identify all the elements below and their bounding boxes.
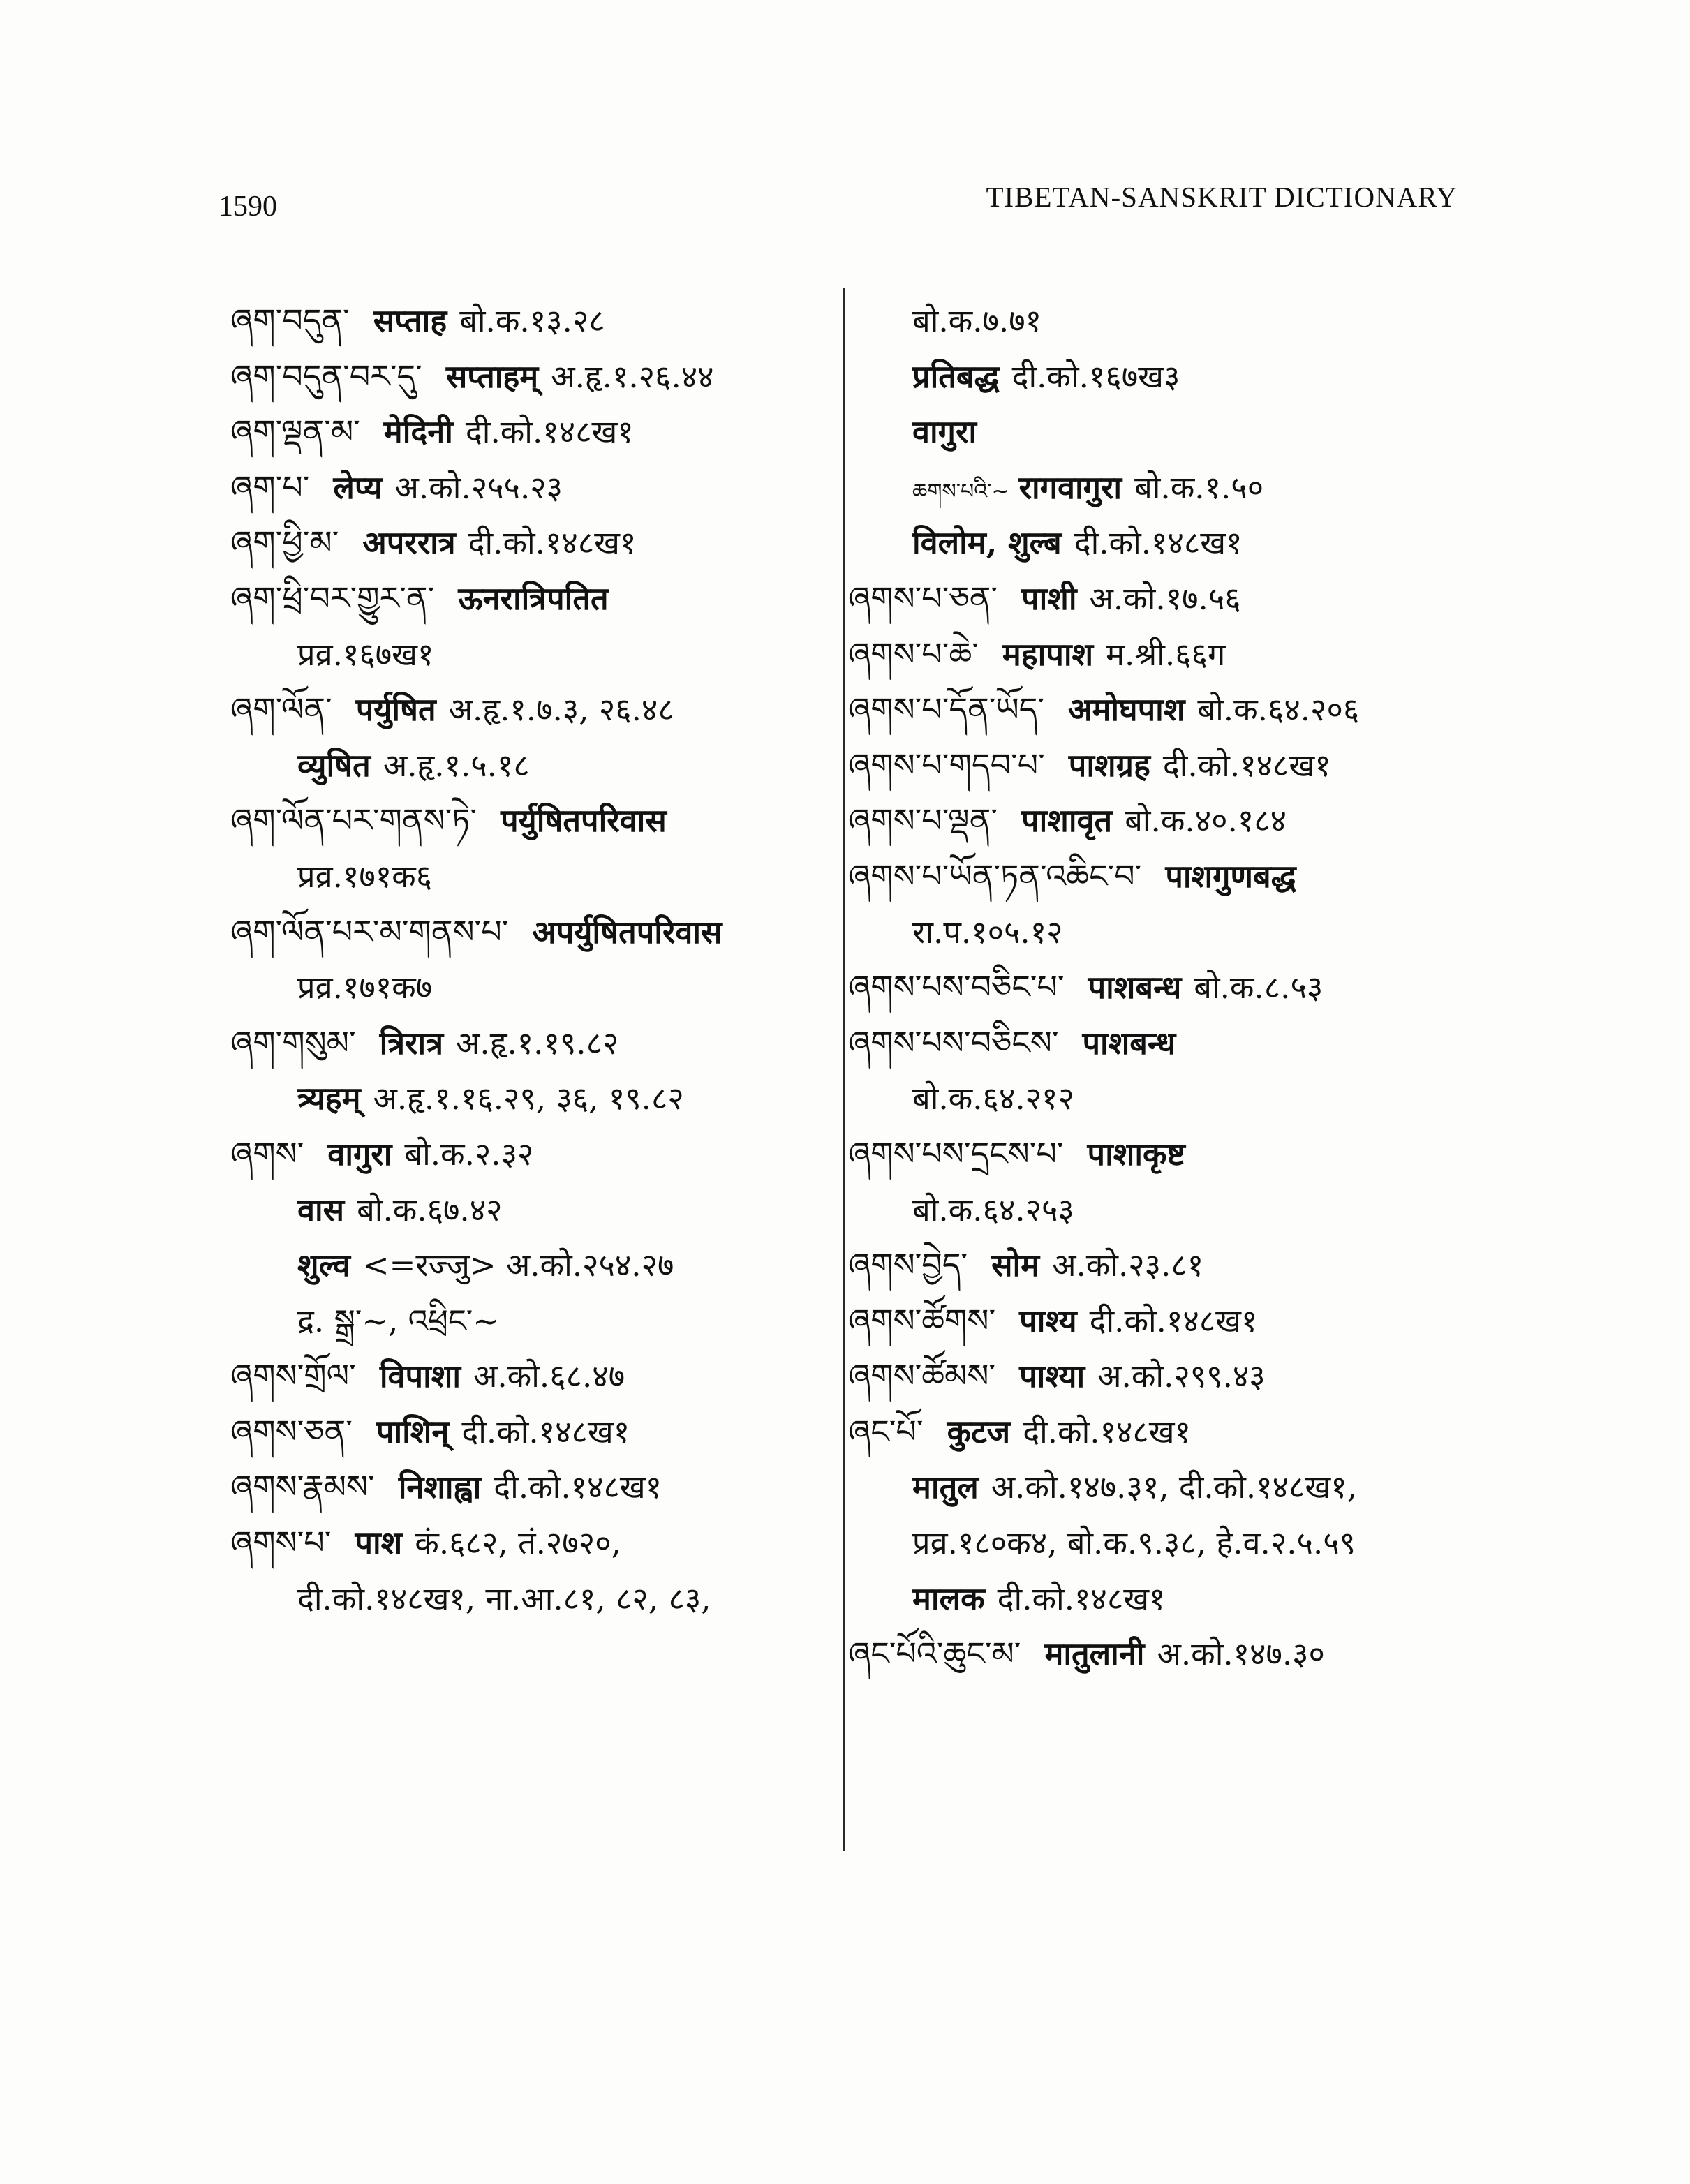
dictionary-entry xyxy=(848,1626,1504,1682)
source-reference: बो.क.२.३२ xyxy=(404,1135,534,1173)
tibetan-term: ཞགས་ཅན་ xyxy=(230,1412,353,1450)
source-reference: प्रव्र.१८०क४, बो.क.९.३८, हे.व.२.५.५९ xyxy=(912,1524,1356,1562)
source-reference: दी.को.१४८ख१ xyxy=(1089,1302,1258,1339)
tibetan-term: ཞགས་པ་དོན་ཡོད་ xyxy=(848,690,1045,729)
sanskrit-equivalent: अमोघपाश xyxy=(1068,691,1185,729)
dictionary-entry xyxy=(230,515,831,571)
sanskrit-equivalent: पाशग्रह xyxy=(1068,746,1150,784)
tibetan-term: ཞགས་ཚོམས་ xyxy=(848,1357,996,1395)
source-reference: अ.हृ.१.१९.८२ xyxy=(456,1024,619,1062)
dictionary-entry xyxy=(230,1459,831,1515)
source-reference: अ.हृ.१.७.३, २६.४८ xyxy=(448,691,674,729)
tibetan-term: ཞག་ལྡན་མ་ xyxy=(230,413,360,451)
dictionary-entry xyxy=(230,293,831,349)
tibetan-term: ཞགས་པ་ལྡན་ xyxy=(848,801,998,840)
dictionary-entry xyxy=(848,1127,1504,1182)
tibetan-term: ཞགས་པ་གདབ་པ་ xyxy=(848,745,1045,784)
tibetan-term: ཞགས་པ་ཅན་ xyxy=(848,579,998,617)
source-reference: बो.क.१३.२८ xyxy=(459,302,605,339)
source-reference: प्रव्र.१७१क६ xyxy=(297,857,433,895)
sanskrit-equivalent: मातुल xyxy=(912,1469,979,1506)
tibetan-term: ཞགས་གྲོལ་ xyxy=(230,1357,356,1395)
sanskrit-equivalent: प्रतिबद्ध xyxy=(912,357,1000,395)
tibetan-term: ཞགས་རྣམས་ xyxy=(230,1468,375,1506)
dictionary-entry xyxy=(230,1515,831,1571)
page-number: 1590 xyxy=(218,191,277,223)
source-reference: दी.को.१४८ख१, ना.आ.८१, ८२, ८३, xyxy=(297,1580,711,1617)
source-reference: दी.को.१४८ख१ xyxy=(465,413,634,451)
source-reference: प्रव्र.१७१क७ xyxy=(297,969,433,1006)
source-reference: बो.क.७.७१ xyxy=(912,302,1042,339)
source-reference: रा.प.१०५.१२ xyxy=(912,913,1063,951)
dictionary-entry xyxy=(848,849,1504,905)
source-reference: अ.को.१४७.३१, दी.को.१४८ख१, xyxy=(991,1469,1357,1506)
tibetan-term: ཞགས་ xyxy=(230,1134,304,1173)
sanskrit-equivalent: कुटज xyxy=(947,1413,1011,1450)
dictionary-entry xyxy=(848,571,1504,627)
dictionary-entry xyxy=(848,1571,1504,1627)
dictionary-entry xyxy=(230,960,831,1016)
source-reference: अ.हृ.१.१६.२९, ३६, १९.८२ xyxy=(373,1080,684,1117)
sanskrit-equivalent: महापाश xyxy=(1002,635,1094,673)
tibetan-term: ཞག་བདུན་བར་དུ་ xyxy=(230,357,422,395)
tibetan-term: ཞང་པོའི་ཆུང་མ་ xyxy=(848,1635,1021,1673)
dictionary-entry xyxy=(848,960,1504,1016)
sanskrit-equivalent: त्रिरात्र xyxy=(379,1024,444,1062)
dictionary-entry xyxy=(230,1127,831,1182)
tibetan-term: ཞགས་པ་ xyxy=(230,1524,332,1562)
dictionary-entry xyxy=(230,1404,831,1460)
sanskrit-equivalent: विलोम, शुल्ब xyxy=(912,524,1062,562)
tibetan-term: ཞགས་བྱེད་ xyxy=(848,1246,968,1284)
source-reference: दी.को.१४८ख१ xyxy=(1162,746,1331,784)
sanskrit-equivalent: पाशावृत xyxy=(1021,802,1113,840)
dictionary-entry xyxy=(230,1071,831,1127)
sanskrit-equivalent: पर्युषित xyxy=(355,691,436,729)
tibetan-term: ཞགས་པས་དྲངས་པ་ xyxy=(848,1134,1064,1173)
tibetan-term: ཞག་པ་ xyxy=(230,468,310,506)
dictionary-entry xyxy=(848,1349,1504,1404)
sanskrit-equivalent: पाशिन् xyxy=(376,1413,450,1450)
sanskrit-equivalent: वागुरा xyxy=(912,413,977,451)
dictionary-entry xyxy=(848,738,1504,794)
source-reference: अ.हृ.१.५.१८ xyxy=(383,746,530,784)
sanskrit-equivalent: मेदिनी xyxy=(383,413,453,451)
dictionary-entry xyxy=(848,793,1504,849)
dictionary-entry xyxy=(230,1016,831,1071)
dictionary-entry xyxy=(848,404,1504,460)
right-column xyxy=(848,293,1504,1682)
dictionary-entry xyxy=(848,1293,1504,1349)
source-reference: बो.क.६४.२५३ xyxy=(912,1191,1074,1228)
source-reference: बो.क.४०.१८४ xyxy=(1125,802,1287,840)
sanskrit-equivalent: रागवागुरा xyxy=(1018,468,1122,506)
tibetan-term: ཞག་ལོན་པར་གནས་ཏེ་ xyxy=(230,801,477,840)
dictionary-entry xyxy=(230,1238,831,1293)
dictionary-entry xyxy=(848,1182,1504,1238)
dictionary-entry xyxy=(230,1571,831,1627)
tibetan-term: ཞང་པོ་ xyxy=(848,1412,924,1450)
source-reference: <=रज्जु> अ.को.२५४.२७ xyxy=(362,1247,674,1284)
source-reference: दी.को.१४८ख१ xyxy=(997,1580,1166,1617)
sanskrit-equivalent: मालक xyxy=(912,1580,985,1617)
running-head: TIBETAN-SANSKRIT DICTIONARY xyxy=(986,181,1458,213)
dictionary-entry xyxy=(230,849,831,905)
sanskrit-equivalent: वास xyxy=(297,1191,345,1228)
source-reference: म.श्री.६६ग xyxy=(1106,635,1226,673)
source-reference: दी.को.१४८ख१ xyxy=(1074,524,1243,562)
tibetan-term: ཞགས་ཚོགས་ xyxy=(848,1301,996,1339)
tibetan-term: ཞགས་པས་བཅིངས་ xyxy=(848,1023,1059,1062)
dictionary-entry xyxy=(230,460,831,516)
dictionary-entry xyxy=(848,1459,1504,1515)
dictionary-entry xyxy=(230,1293,831,1349)
sanskrit-equivalent: निशाह्वा xyxy=(398,1469,482,1506)
dictionary-entry xyxy=(848,349,1504,405)
dictionary-entry xyxy=(230,1182,831,1238)
source-reference: अ.को.२३.८१ xyxy=(1052,1247,1204,1284)
source-reference: अ.को.२५५.२३ xyxy=(394,468,563,506)
source-reference: बो.क.६७.४२ xyxy=(357,1191,503,1228)
dictionary-entry xyxy=(848,627,1504,683)
dictionary-entry xyxy=(230,571,831,627)
sanskrit-equivalent: पाशी xyxy=(1021,579,1077,617)
dictionary-entry xyxy=(848,1016,1504,1071)
source-reference: दी.को.१४८ख१ xyxy=(1023,1413,1191,1450)
sanskrit-equivalent: शुल्व xyxy=(297,1247,350,1284)
tibetan-term: ཞགས་པ་ཡོན་ཏན་འཆིང་བ་ xyxy=(848,856,1142,895)
source-reference: अ.हृ.१.२६.४४ xyxy=(551,357,714,395)
sanskrit-equivalent: लेप्य xyxy=(333,468,383,506)
sanskrit-equivalent: पाशबन्ध xyxy=(1082,1024,1176,1062)
dictionary-entry xyxy=(848,293,1504,349)
sanskrit-equivalent: मातुलानी xyxy=(1044,1635,1145,1673)
sanskrit-equivalent: सप्ताहम् xyxy=(445,357,539,395)
dictionary-entry xyxy=(230,1349,831,1404)
tibetan-term: ཞག་ཕྲི་བར་གྱུར་ན་ xyxy=(230,579,435,617)
dictionary-entry xyxy=(230,738,831,794)
sanskrit-equivalent: विपाशा xyxy=(379,1358,461,1395)
source-reference: अ.को.२९९.४३ xyxy=(1097,1358,1266,1395)
sanskrit-equivalent: सप्ताह xyxy=(373,302,447,339)
sanskrit-equivalent: पाशाकृष्ट xyxy=(1087,1135,1185,1173)
dictionary-entry xyxy=(848,1071,1504,1127)
source-reference: द्र. སྒྲ་~, འཕྲིང་~ xyxy=(297,1302,499,1339)
dictionary-entry xyxy=(848,1404,1504,1460)
dictionary-entry xyxy=(848,515,1504,571)
dictionary-entry xyxy=(230,627,831,683)
tibetan-term: ཞག་ཕྱི་མ་ xyxy=(230,523,339,562)
sanskrit-equivalent: सोम xyxy=(991,1247,1040,1284)
sanskrit-equivalent: पाशगुणबद्ध xyxy=(1165,857,1296,895)
tibetan-term: ཞག་གསུམ་ xyxy=(230,1023,356,1062)
source-reference: दी.को.१४८ख१ xyxy=(461,1413,630,1450)
tibetan-term: ཆགས་པའི་~ xyxy=(912,479,1009,504)
sanskrit-equivalent: अपर्युषितपरिवास xyxy=(532,913,722,951)
sanskrit-equivalent: अपररात्र xyxy=(362,524,456,562)
source-reference: प्रव्र.१६७ख१ xyxy=(297,635,434,673)
source-reference: दी.को.१४८ख१ xyxy=(494,1469,662,1506)
dictionary-entry xyxy=(848,905,1504,960)
tibetan-term: ཞགས་པས་བཅིང་པ་ xyxy=(848,968,1065,1006)
source-reference: कं.६८२, तं.२७२०, xyxy=(415,1524,621,1562)
sanskrit-equivalent: पाश्या xyxy=(1019,1358,1085,1395)
dictionary-entry xyxy=(848,682,1504,738)
source-reference: दी.को.१६७ख३ xyxy=(1011,357,1180,395)
dictionary-entry xyxy=(230,793,831,849)
source-reference: अ.को.१७.५६ xyxy=(1089,579,1241,617)
source-reference: अ.को.६८.४७ xyxy=(473,1358,625,1395)
sanskrit-equivalent: पाशबन्ध xyxy=(1088,969,1182,1006)
dictionary-entry xyxy=(230,404,831,460)
sanskrit-equivalent: पर्युषितपरिवास xyxy=(501,802,667,840)
dictionary-entry xyxy=(230,682,831,738)
source-reference: बो.क.१.५० xyxy=(1134,468,1264,506)
tibetan-term: ཞགས་པ་ཆེ་ xyxy=(848,634,979,673)
sanskrit-equivalent: पाश xyxy=(355,1524,403,1562)
dictionary-entry xyxy=(848,460,1504,516)
dictionary-entry xyxy=(848,1238,1504,1293)
left-column xyxy=(230,293,831,1626)
dictionary-entry xyxy=(230,905,831,960)
sanskrit-equivalent: ऊनरात्रिपतित xyxy=(458,579,609,617)
tibetan-term: ཞག་ལོན་པར་མ་གནས་པ་ xyxy=(230,912,509,951)
tibetan-term: ཞག་ལོན་ xyxy=(230,690,332,729)
source-reference: बो.क.६४.२०६ xyxy=(1197,691,1360,729)
sanskrit-equivalent: पाश्य xyxy=(1019,1302,1077,1339)
sanskrit-equivalent: व्युषित xyxy=(297,746,371,784)
source-reference: बो.क.८.५३ xyxy=(1194,969,1324,1006)
source-reference: बो.क.६४.२१२ xyxy=(912,1080,1074,1117)
sanskrit-equivalent: त्र्यहम् xyxy=(297,1080,361,1117)
dictionary-entry xyxy=(230,349,831,405)
column-divider xyxy=(843,288,845,1851)
sanskrit-equivalent: वागुरा xyxy=(327,1135,392,1173)
source-reference: अ.को.१४७.३० xyxy=(1157,1635,1325,1673)
tibetan-term: ཞག་བདུན་ xyxy=(230,302,350,339)
dictionary-entry xyxy=(848,1515,1504,1571)
source-reference: दी.को.१४८ख१ xyxy=(468,524,637,562)
